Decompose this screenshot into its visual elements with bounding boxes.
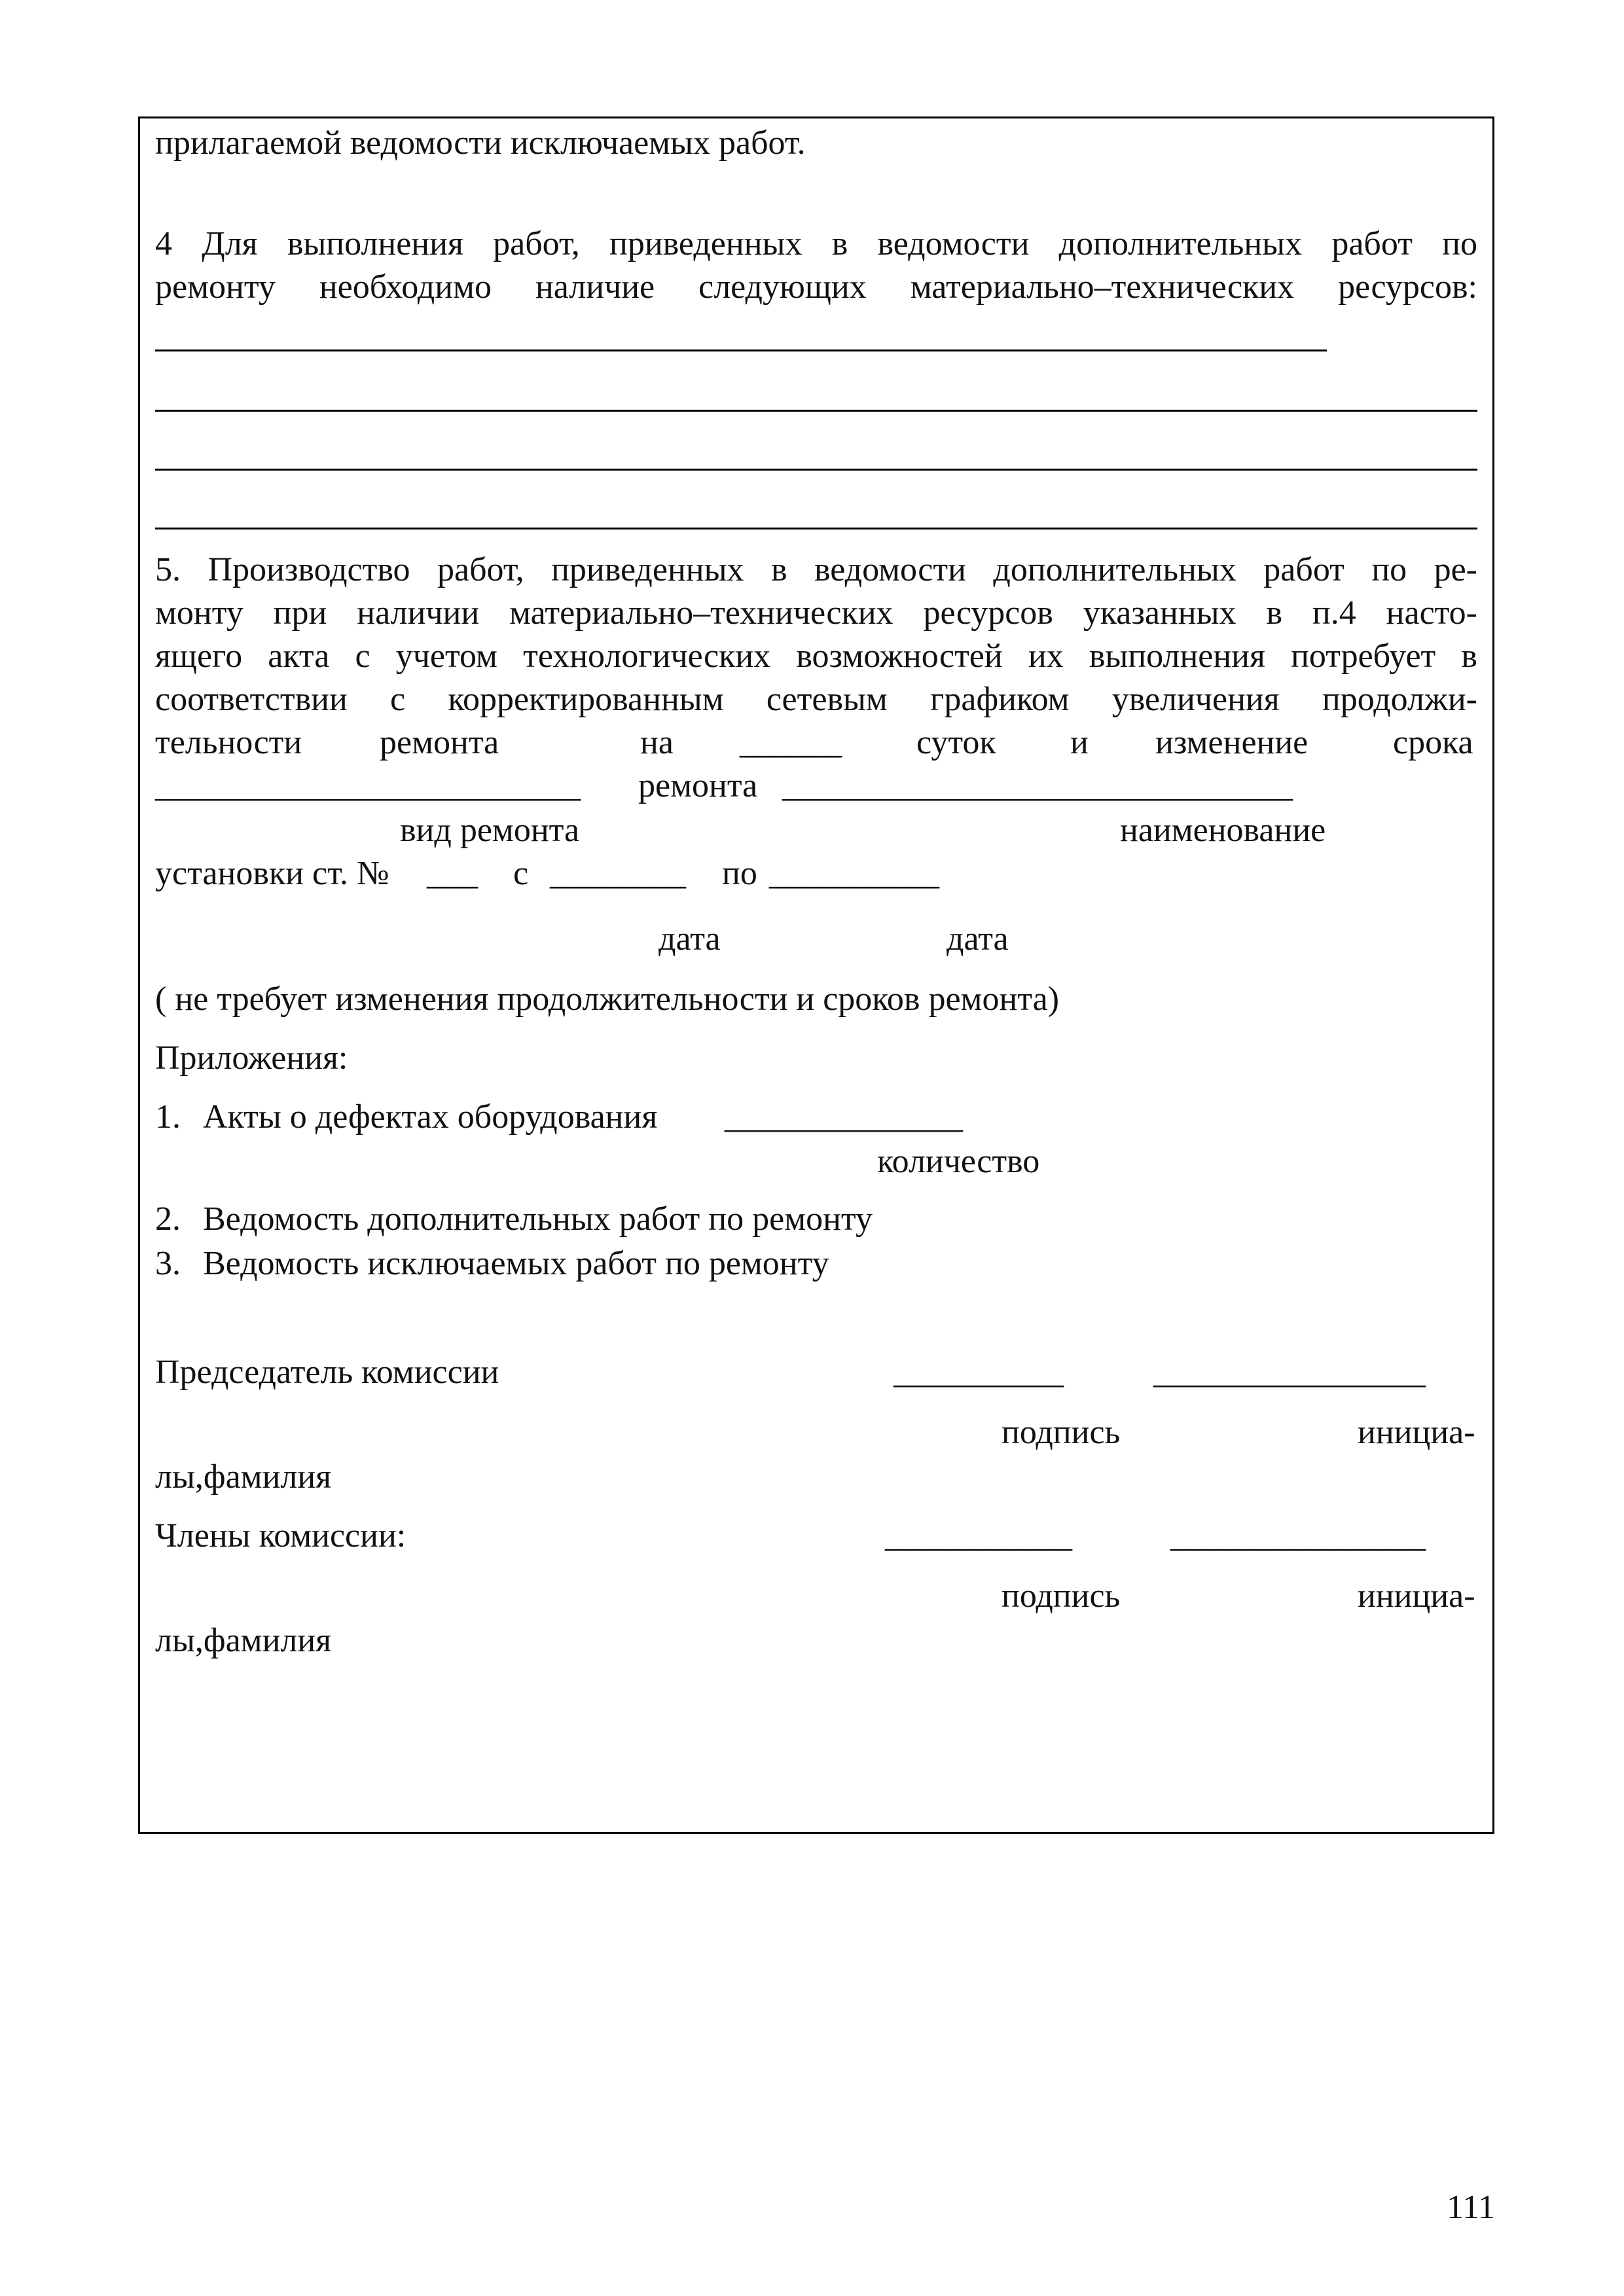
attachment-1-number: 1. [155,1098,181,1136]
form-frame [138,117,1494,1834]
section5-word-repair-2: ремонта [638,767,758,804]
attachment-2-number: 2. [155,1200,181,1238]
section5-line3: ящего акта с учетом технологических возможностей их выполнения потребует в [155,637,1477,675]
intro-line: прилагаемой ведомости исключаемых работ. [155,124,806,162]
section5-line1: 5. Производство работ, приведенных в ведомости дополнительных работ по ре- [155,551,1477,588]
members-label: Члены комиссии: [155,1517,406,1554]
unit-number-blank[interactable]: ___ [427,855,478,892]
to-label: по [722,855,757,892]
attachment-3-text: Ведомость исключаемых работ по ремонту [203,1245,829,1282]
unit-number-label: установки ст. № [155,855,389,892]
from-label: с [513,855,529,892]
members-signature-blank[interactable]: ___________ [885,1517,1072,1554]
chair-signature-blank[interactable]: __________ [893,1354,1064,1391]
section5-word-and: и [1070,724,1089,761]
days-fill-blank[interactable]: ______ [740,724,842,761]
resources-fill-line-2 [155,410,1477,412]
section5-word-duration: тельности [155,724,302,761]
unit-name-blank[interactable]: ______________________________ [782,767,1293,804]
members-initials-caption: инициа- [1358,1577,1475,1615]
resources-fill-line-4 [155,528,1477,529]
members-signature-caption: подпись [1001,1577,1121,1615]
attachments-heading: Приложения: [155,1039,348,1077]
quantity-caption: количество [877,1143,1040,1180]
unit-name-caption: наименование [1120,812,1326,849]
attachment-1-text: Акты о дефектах оборудования [203,1098,658,1136]
section5-word-term: срока [1393,724,1473,761]
section5-word-change: изменение [1155,724,1308,761]
resources-fill-line-3 [155,469,1477,471]
chair-initials-caption-cont: лы,фамилия [155,1458,332,1496]
repair-type-caption: вид ремонта [400,812,580,849]
section5-line2: монту при наличии материально–технических ресурсов указанных в п.4 насто- [155,594,1477,632]
section5-word-on: на [640,724,674,761]
from-date-caption: дата [659,920,721,958]
page-number: 111 [1447,2189,1496,2226]
section5-word-repair: ремонта [380,724,499,761]
members-initials-caption-cont: лы,фамилия [155,1622,332,1659]
from-date-blank[interactable]: ________ [550,855,686,892]
section4-line2: ремонту необходимо наличие следующих материально–технических ресурсов: [155,268,1477,306]
to-date-blank[interactable]: __________ [769,855,939,892]
resources-fill-line-1 [155,350,1327,351]
chair-initials-caption: инициа- [1358,1414,1475,1451]
defects-count-blank[interactable]: ______________ [725,1098,963,1136]
repair-type-blank[interactable]: _________________________ [155,767,581,804]
to-date-caption: дата [947,920,1009,958]
section5-word-days: суток [916,724,996,761]
members-name-blank[interactable]: _______________ [1170,1517,1426,1554]
section5-line4: соответствии с корректированным сетевым графиком увеличения продолжи- [155,681,1477,718]
section4-line1: 4 Для выполнения работ, приведенных в ведомости дополнительных работ по [155,225,1477,262]
attachment-3-number: 3. [155,1245,181,1282]
no-change-note: ( не требует изменения продолжительности и сроков ремонта) [155,980,1060,1018]
chair-label: Председатель комиссии [155,1354,499,1391]
chair-signature-caption: подпись [1001,1414,1121,1451]
chair-name-blank[interactable]: ________________ [1153,1354,1426,1391]
attachment-2-text: Ведомость дополнительных работ по ремонту [203,1200,873,1238]
